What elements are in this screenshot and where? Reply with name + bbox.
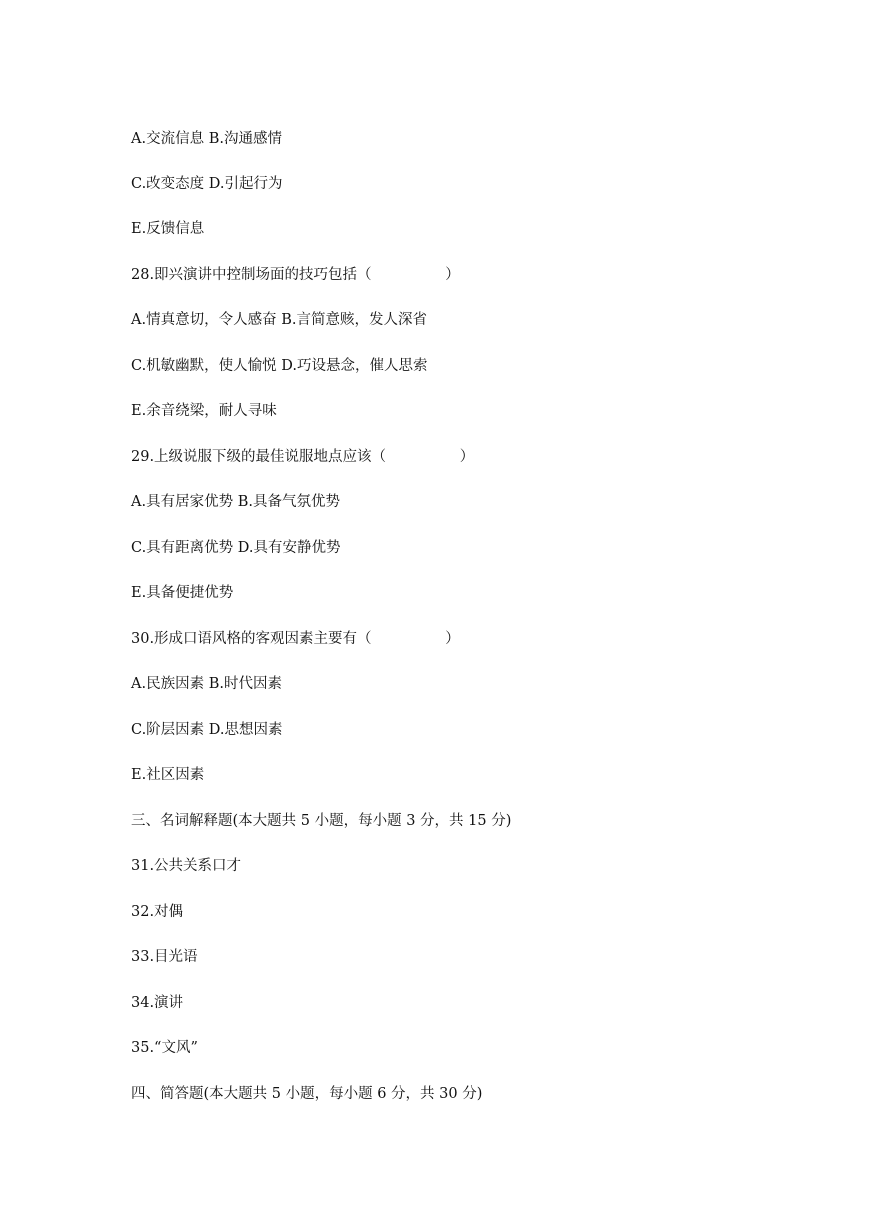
section-4-heading: 四、简答题(本大题共 5 小题，每小题 6 分，共 30 分) bbox=[131, 1086, 483, 1102]
option-line-e-q30: E.社区因素 bbox=[131, 767, 205, 783]
option-line-a-b-q30: A.民族因素 B.时代因素 bbox=[131, 676, 282, 692]
question-33: 33.目光语 bbox=[131, 949, 198, 965]
option-line-c-d-q27: C.改变态度 D.引起行为 bbox=[131, 176, 283, 192]
option-line-a-b-q27: A.交流信息 B.沟通感情 bbox=[131, 131, 282, 147]
question-35: 35.“文风” bbox=[131, 1040, 198, 1056]
option-line-c-d-q30: C.阶层因素 D.思想因素 bbox=[131, 722, 283, 738]
question-28: 28.即兴演讲中控制场面的技巧包括（ ） bbox=[131, 267, 460, 283]
question-32: 32.对偶 bbox=[131, 904, 184, 920]
question-30: 30.形成口语风格的客观因素主要有（ ） bbox=[131, 631, 460, 647]
option-line-c-d-q28: C.机敏幽默，使人愉悦 D.巧设悬念，催人思索 bbox=[131, 358, 428, 374]
section-3-heading: 三、名词解释题(本大题共 5 小题，每小题 3 分，共 15 分) bbox=[131, 813, 512, 829]
option-line-e-q29: E.具备便捷优势 bbox=[131, 585, 234, 601]
option-line-e-q27: E.反馈信息 bbox=[131, 221, 205, 237]
question-31: 31.公共关系口才 bbox=[131, 858, 242, 874]
option-line-e-q28: E.余音绕梁，耐人寻味 bbox=[131, 403, 277, 419]
question-34: 34.演讲 bbox=[131, 995, 184, 1011]
option-line-c-d-q29: C.具有距离优势 D.具有安静优势 bbox=[131, 540, 341, 556]
question-29: 29.上级说服下级的最佳说服地点应该（ ） bbox=[131, 449, 475, 465]
option-line-a-b-q29: A.具有居家优势 B.具备气氛优势 bbox=[131, 494, 340, 510]
option-line-a-b-q28: A.情真意切，令人感奋 B.言简意赅，发人深省 bbox=[131, 312, 427, 328]
